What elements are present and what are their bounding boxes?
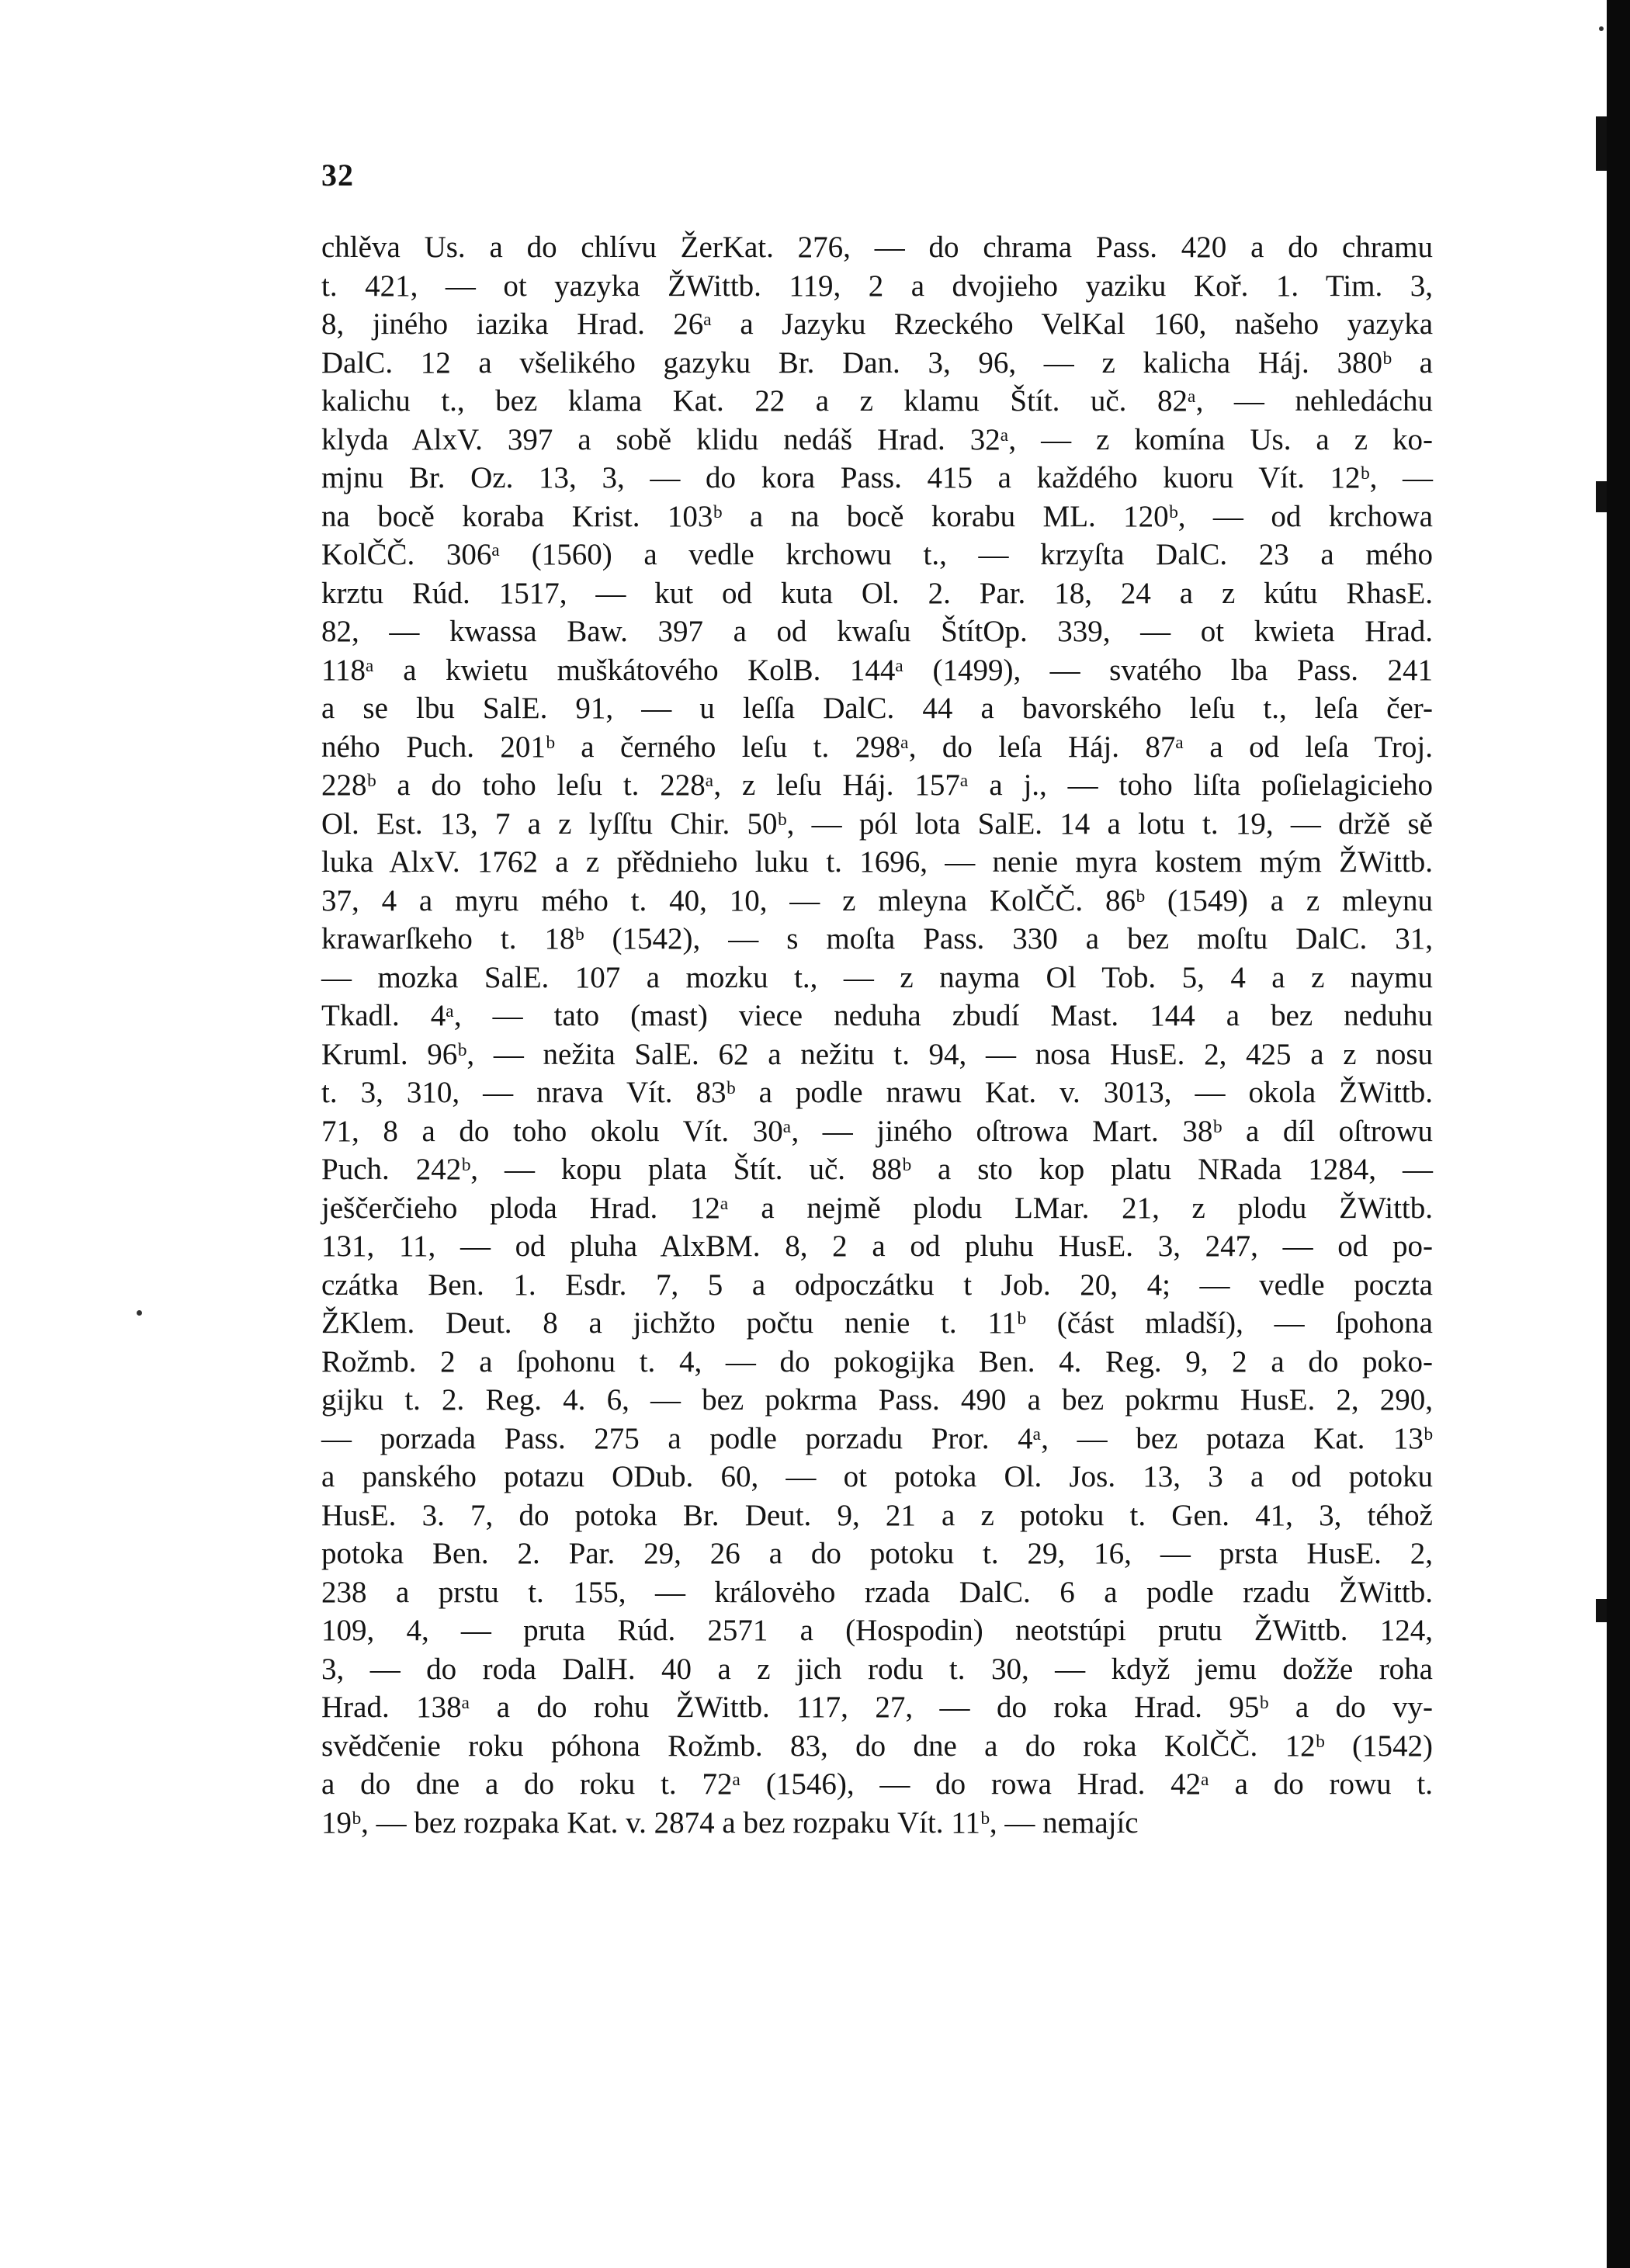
text-line: svědčenie roku póhona Rožmb. 83, do dne a do roka KolČČ. 12ᵇ (1542) <box>321 1729 1433 1763</box>
text-line: 109, 4, — pruta Rúd. 2571 a (Hospodin) neotstúpi prutu ŽWittb. 124, <box>321 1614 1433 1647</box>
text-line: na bocě koraba Krist. 103ᵇ a na bocě korabu ML. 120ᵇ, — od krchowa <box>321 499 1433 533</box>
scan-edge-right <box>1607 0 1630 2268</box>
text-line: 131, 11, — od pluha AlxBM. 8, 2 a od pluhu HusE. 3, 247, — od po- <box>321 1229 1433 1263</box>
text-line: 82, — kwassa Baw. 397 a od kwaſu ŠtítOp. 339, — ot kwieta Hrad. <box>321 615 1433 648</box>
text-line: luka AlxV. 1762 a z přědnieho luku t. 1696, — nenie myra kostem mým ŽWittb. <box>321 845 1433 879</box>
text-line: 37, 4 a myru mého t. 40, 10, — z mleyna KolČČ. 86ᵇ (1549) a z mleynu <box>321 883 1433 917</box>
text-line: Ol. Est. 13, 7 a z lyſſtu Chir. 50ᵇ, — pól lota SalE. 14 a lotu t. 19, — držě sě <box>321 806 1433 841</box>
text-line: potoka Ben. 2. Par. 29, 26 a do potoku t. 29, 16, — prsta HusE. 2, <box>321 1537 1433 1570</box>
text-line: chlěva Us. a do chlívu ŽerKat. 276, — do chrama Pass. 420 a do chramu <box>321 231 1433 264</box>
text-line: a do dne a do roku t. 72ᵃ (1546), — do rowa Hrad. 42ᵃ a do rowu t. <box>321 1767 1433 1801</box>
text-line: ješčerčieho ploda Hrad. 12ᵃ a nejmě plodu LMar. 21, z plodu ŽWittb. <box>321 1191 1433 1225</box>
text-line: 238 a prstu t. 155, — královėho rzada DalC. 6 a podle rzadu ŽWittb. <box>321 1575 1433 1609</box>
text-line: 19ᵇ, — bez rozpaka Kat. v. 2874 a bez rozpaku Vít. 11ᵇ, — nemajíc <box>321 1805 1139 1840</box>
text-line: gijku t. 2. Reg. 4. 6, — bez pokrma Pass. 490 a bez pokrmu HusE. 2, 290, <box>321 1383 1433 1417</box>
text-line: Puch. 242ᵇ, — kopu plata Štít. uč. 88ᵇ a sto kop platu NRada 1284, — <box>321 1153 1433 1186</box>
scan-edge-mark <box>1596 481 1607 512</box>
text-line: — porzada Pass. 275 a podle porzadu Pror. 4ᵃ, — bez potaza Kat. 13ᵇ <box>321 1421 1433 1455</box>
text-line: t. 421, — ot yazyka ŽWittb. 119, 2 a dvojieho yaziku Koř. 1. Tim. 3, <box>321 269 1433 303</box>
text-line: krawarſkeho t. 18ᵇ (1542), — s moſta Pass. 330 a bez moſtu DalC. 31, <box>321 922 1433 955</box>
text-line: mjnu Br. Oz. 13, 3, — do kora Pass. 415 a každého kuoru Vít. 12ᵇ, — <box>321 461 1433 494</box>
text-line: kalichu t., bez klama Kat. 22 a z klamu Štít. uč. 82ᵃ, — nehledáchu <box>321 384 1433 418</box>
text-line: krztu Rúd. 1517, — kut od kuta Ol. 2. Par. 18, 24 a z kútu RhasE. <box>321 576 1433 610</box>
text-line: HusE. 3. 7, do potoka Br. Deut. 9, 21 a z potoku t. Gen. 41, 3, téhož <box>321 1498 1433 1532</box>
text-line: Tkadl. 4ᵃ, — tato (mast) viece neduha zbudí Mast. 144 a bez neduhu <box>321 999 1433 1032</box>
page-number: 32 <box>321 158 354 192</box>
scan-edge-mark <box>1596 116 1607 171</box>
text-line: ného Puch. 201ᵇ a černého leſu t. 298ᵃ, do leſa Háj. 87ᵃ a od leſa Troj. <box>321 730 1433 764</box>
body-text <box>321 228 1433 1842</box>
text-line: — mozka SalE. 107 a mozku t., — z nayma Ol Tob. 5, 4 a z naymu <box>321 960 1433 994</box>
text-line: Kruml. 96ᵇ, — nežita SalE. 62 a nežitu t. 94, — nosa HusE. 2, 425 a z nosu <box>321 1037 1433 1071</box>
text-line: Hrad. 138ᵃ a do rohu ŽWittb. 117, 27, — do roka Hrad. 95ᵇ a do vy- <box>321 1691 1433 1724</box>
text-line: 3, — do roda DalH. 40 a z jich rodu t. 30, — když jemu dožže roha <box>321 1652 1433 1686</box>
text-line: 71, 8 a do toho okolu Vít. 30ᵃ, — jiného oſtrowa Mart. 38ᵇ a díl oſtrowu <box>321 1114 1433 1148</box>
text-line: KolČČ. 306ᵃ (1560) a vedle krchowu t., — krzyſta DalC. 23 a mého <box>321 538 1433 571</box>
text-line: a se lbu SalE. 91, — u leſſa DalC. 44 a bavorského leſu t., leſa čer- <box>321 692 1433 725</box>
scan-edge-mark <box>1596 1599 1607 1622</box>
text-line: t. 3, 310, — nrava Vít. 83ᵇ a podle nrawu Kat. v. 3013, — okola ŽWittb. <box>321 1076 1433 1109</box>
text-line: ŽKlem. Deut. 8 a jichžto počtu nenie t. 11ᵇ (část mladší), — ſpohona <box>321 1306 1433 1340</box>
text-line: czátka Ben. 1. Esdr. 7, 5 a odpoczátku t Job. 20, 4; — vedle poczta <box>321 1268 1433 1302</box>
text-line: klyda AlxV. 397 a sobě klidu nedáš Hrad. 32ᵃ, — z komína Us. a z ko- <box>321 422 1433 456</box>
text-line: a panského potazu ODub. 60, — ot potoka Ol. Jos. 13, 3 a od potoku <box>321 1460 1433 1493</box>
scan-speck <box>137 1310 142 1316</box>
text-line: 8, jiného iazika Hrad. 26ᵃ a Jazyku Rzeckého VelKal 160, našeho yazyka <box>321 307 1433 341</box>
text-line: 118ᵃ a kwietu muškátového KolB. 144ᵃ (1499), — svatého lba Pass. 241 <box>321 653 1433 687</box>
text-line: Rožmb. 2 a ſpohonu t. 4, — do pokogijka Ben. 4. Reg. 9, 2 a do poko- <box>321 1344 1433 1378</box>
text-line: 228ᵇ a do toho leſu t. 228ᵃ, z leſu Háj. 157ᵃ a j., — toho liſta poſielagicieho <box>321 768 1433 802</box>
scan-speck <box>1599 26 1604 31</box>
text-line: DalC. 12 a všelikého gazyku Br. Dan. 3, 96, — z kalicha Háj. 380ᵇ a <box>321 345 1433 380</box>
